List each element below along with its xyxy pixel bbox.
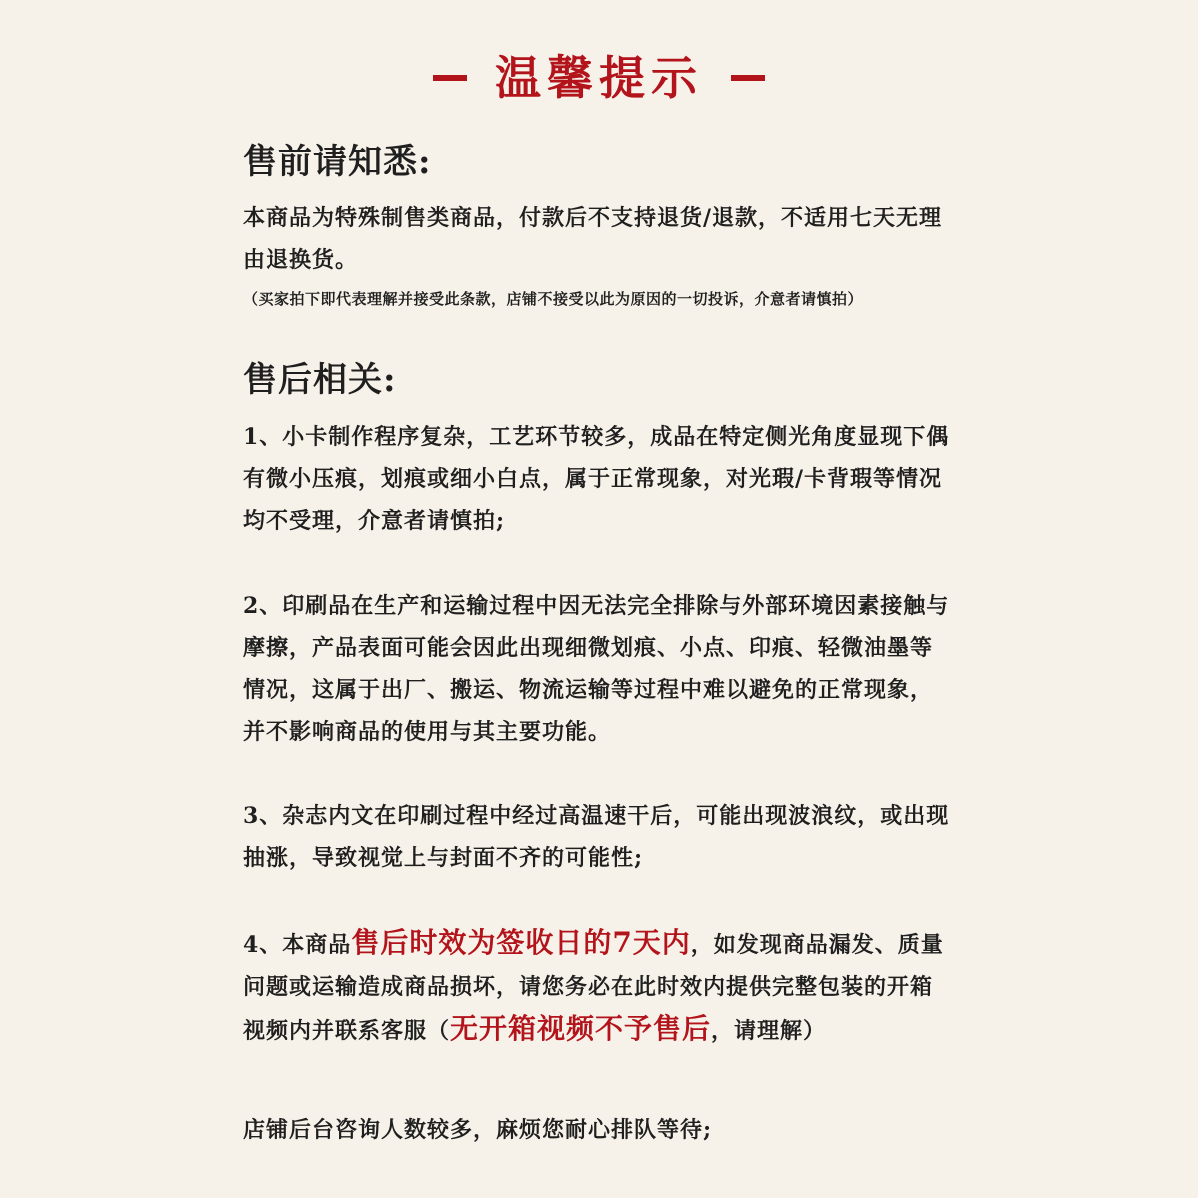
after-sale-item-1: 1、小卡制作程序复杂，工艺环节较多，成品在特定侧光角度显现下偶有微小压痕，划痕或细小白点，属于正常现象，对光瑕/卡背瑕等情况均不受理，介意者请慎拍; <box>243 424 950 534</box>
item-4-highlight-2: 无开箱视频不予售后 <box>450 1012 712 1045</box>
item-4-middle: ，如发现商品漏发、质量问题或运输造成商品损坏，请您务必在此时效内提供完整包装的开箱视频内并联系客服（ <box>243 932 944 1044</box>
title-row <box>0 48 1198 108</box>
pre-sale-note: （买家拍下即代表理解并接受此条款，店铺不接受以此为原因的一切投诉，介意者请慎拍） <box>243 290 864 308</box>
after-sale-item-2: 2、印刷品在生产和运输过程中因无法完全排除与外部环境因素接触与摩擦，产品表面可能会因此出现细微划痕、小点、印痕、轻微油墨等情况，这属于出厂、搬运、物流运输等过程中难以避免的正常现象，并不影响商品的使用与其主要功能。 <box>243 593 950 745</box>
item-4-prefix: 4、本商品 <box>243 932 352 958</box>
pre-sale-heading: 售前请知悉: <box>243 142 432 182</box>
item-4-highlight-1: 售后时效为签收日的7天内 <box>351 926 691 959</box>
pre-sale-text: 本商品为特殊制售类商品，付款后不支持退货/退款，不适用七天无理由退换货。 <box>243 205 943 273</box>
title-left-bar <box>433 75 467 81</box>
title-right-bar <box>731 75 765 81</box>
after-sale-item-4 <box>243 922 955 1052</box>
item-4-suffix: ，请理解） <box>711 1018 827 1044</box>
after-sale-heading: 售后相关: <box>243 360 397 400</box>
footer-note: 店铺后台咨询人数较多，麻烦您耐心排队等待; <box>243 1117 713 1143</box>
after-sale-item-3: 3、杂志内文在印刷过程中经过高温速干后，可能出现波浪纹，或出现抽涨，导致视觉上与封面不齐的可能性; <box>243 803 950 871</box>
page-title: 温馨提示 <box>495 51 703 105</box>
